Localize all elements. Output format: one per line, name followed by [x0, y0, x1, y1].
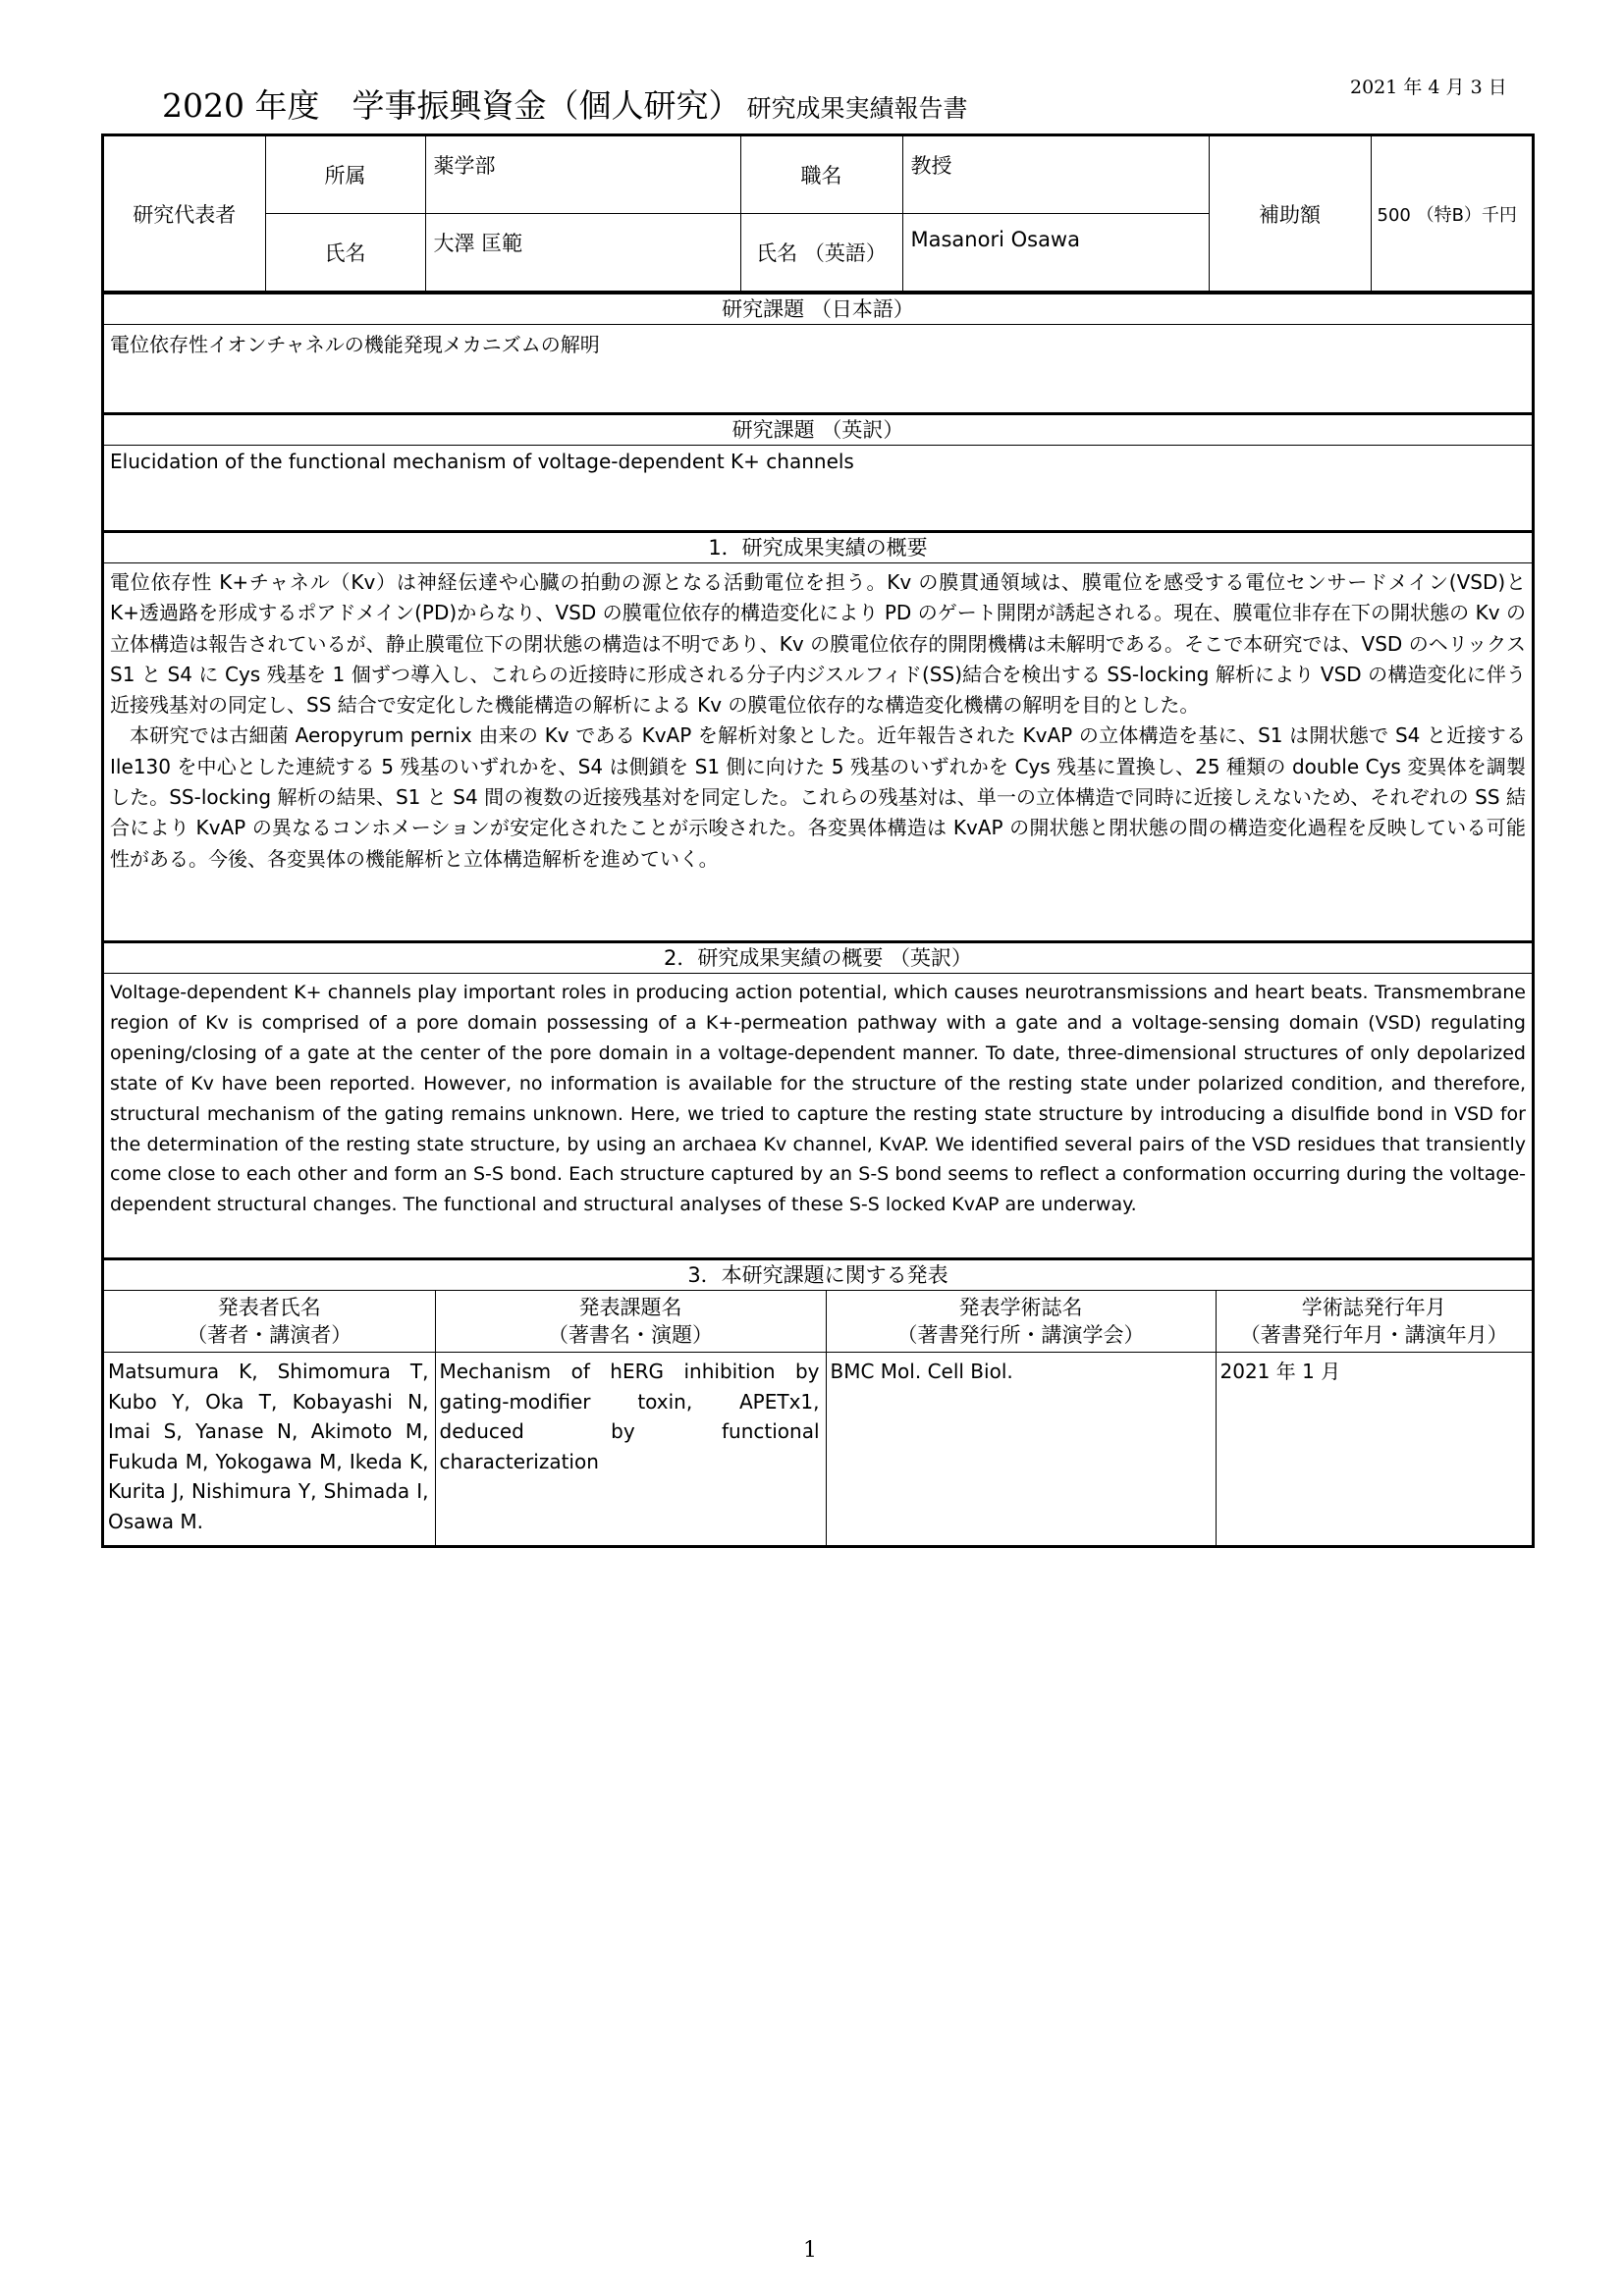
publication-title: Mechanism of hERG inhibition by gating-modifier toxin, APETx1, deduced by functional characterization: [435, 1353, 826, 1546]
document-title: [162, 80, 968, 127]
position-label: 職名: [740, 136, 902, 214]
name-en-value: Masanori Osawa: [902, 214, 1209, 292]
summary-jp-paragraph-2: 本研究では古細菌 Aeropyrum pernix 由来の Kv である KvAP を解析対象とした。近年報告された KvAP の立体構造を基に、S1 は開状態で S4 と近接する Ile130 を中心とした連続する 5 残基のいずれかを、S4 は側鎖を S1 側に向けた 5 残基のいずれかを Cys 残基に置換し、25 種類の double Cys 変異体を調製した。SS-locking 解析の結果、S1 と S4 間の複数の近接残基対を同定した。これらの残基対は、単一の立体構造で同時に近接しえないため、それぞれの SS 結合により KvAP の異なるコンホメーションが安定化されたことが示唆された。各変異体構造は KvAP の開状態と閉状態の間の構造変化過程を反映している可能性がある。今後、各変異体の機能解析と立体構造解析を進めていく。: [110, 723, 1526, 871]
publication-date: 2021 年 1 月: [1216, 1353, 1532, 1546]
col-date-subtitle: （著書発行年月・講演年月）: [1239, 1323, 1508, 1347]
col-title-title: 発表課題名: [578, 1296, 682, 1319]
publications-table: [104, 1291, 1532, 1545]
col-date-title: 学術誌発行年月: [1301, 1296, 1446, 1319]
topic-en-text: Elucidation of the functional mechanism of voltage-dependent K+ channels: [110, 450, 854, 473]
grant-value: 500 （特B）千円: [1371, 136, 1532, 292]
name-en-label: 氏名 （英語）: [740, 214, 902, 292]
title-sub: 研究成果実績報告書: [746, 94, 968, 123]
col-authors-subtitle: （著者・講演者）: [187, 1323, 352, 1347]
report-form: [101, 133, 1535, 1548]
report-date: 2021 年 4 月 3 日: [1350, 77, 1507, 98]
representative-info-table: [104, 136, 1532, 292]
grant-label: 補助額: [1209, 136, 1371, 292]
col-title-header: [435, 1291, 826, 1353]
publications-heading: 3．本研究課題に関する発表: [104, 1257, 1532, 1291]
col-journal-title: 発表学術誌名: [958, 1296, 1083, 1319]
publications-header-row: [104, 1291, 1532, 1353]
col-date-header: [1216, 1291, 1532, 1353]
topic-jp-text: 電位依存性イオンチャネルの機能発現メカニズムの解明: [110, 333, 600, 356]
representative-label: 研究代表者: [104, 136, 265, 292]
position-value: 教授: [902, 136, 1209, 214]
page-number: 1: [803, 2238, 817, 2263]
col-journal-header: [826, 1291, 1216, 1353]
col-title-subtitle: （著書名・演題）: [548, 1323, 713, 1347]
name-value: 大澤 匡範: [425, 214, 740, 292]
summary-en-heading: 2．研究成果実績の概要 （英訳）: [104, 940, 1532, 974]
summary-en-text: Voltage-dependent K+ channels play important roles in producing action potential, which causes neurotransmissions and heart beats. Transmembrane region of Kv is comprised of a pore domain possessing of a K+-permeation pathway with a gate and a voltage-sensing domain (VSD) regulating opening/closing of a gate at the center of the pore domain in a voltage-dependent manner. To date, three-dimensional structures of only depolarized state of Kv have been reported. However, no information is available for the structure of the resting state under polarized condition, and therefore, structural mechanism of the gating remains unknown. Here, we tried to capture the resting state structure by introducing a disulfide bond in VSD for the determination of the resting state structure, by using an archaea Kv channel, KvAP. We identified several pairs of the VSD residues that transiently come close to each other and form an S-S bond. Each structure captured by an S-S bond seems to reflect a conformation occurring during the voltage-dependent structural changes. The functional and structural analyses of these S-S locked KvAP are underway.: [110, 982, 1526, 1216]
topic-jp-heading: 研究課題 （日本語）: [104, 292, 1532, 325]
col-authors-title: 発表者氏名: [217, 1296, 321, 1319]
publication-authors: Matsumura K, Shimomura T, Kubo Y, Oka T, Kobayashi N, Imai S, Yanase N, Akimoto M, Fukuda M, Yokogawa M, Ikeda K, Kurita J, Nishimura Y, Shimada I, Osawa M.: [104, 1353, 435, 1546]
summary-jp-body: [104, 563, 1532, 940]
affiliation-value: 薬学部: [425, 136, 740, 214]
col-authors-header: [104, 1291, 435, 1353]
title-main: 2020 年度 学事振興資金（個人研究）: [162, 86, 741, 125]
summary-jp-heading: 1．研究成果実績の概要: [104, 530, 1532, 563]
publication-journal: BMC Mol. Cell Biol.: [826, 1353, 1216, 1546]
col-journal-subtitle: （著書発行所・講演学会）: [896, 1323, 1145, 1347]
table-row: [104, 1353, 1532, 1546]
summary-jp-paragraph-1: 電位依存性 K+チャネル（Kv）は神経伝達や心臓の拍動の源となる活動電位を担う。Kv の膜貫通領域は、膜電位を感受する電位センサードメイン(VSD)と K+透過路を形成するポアドメイン(PD)からなり、VSD の膜電位依存的構造変化により PD のゲート開閉が誘起される。現在、膜電位非存在下の開状態の Kv の立体構造は報告されているが、静止膜電位下の閉状態の構造は不明であり、Kv の膜電位依存的開閉機構は未解明である。そこで本研究では、VSD のヘリックス S1 と S4 に Cys 残基を 1 個ずつ導入し、これらの近接時に形成される分子内ジスルフィド(SS)結合を検出する SS-locking 解析により VSD の構造変化に伴う近接残基対の同定し、SS 結合で安定化した機能構造の解析による Kv の膜電位依存的な構造変化機構の解明を目的とした。: [110, 570, 1526, 718]
topic-en-heading: 研究課題 （英訳）: [104, 412, 1532, 446]
name-label: 氏名: [265, 214, 425, 292]
affiliation-label: 所属: [265, 136, 425, 214]
